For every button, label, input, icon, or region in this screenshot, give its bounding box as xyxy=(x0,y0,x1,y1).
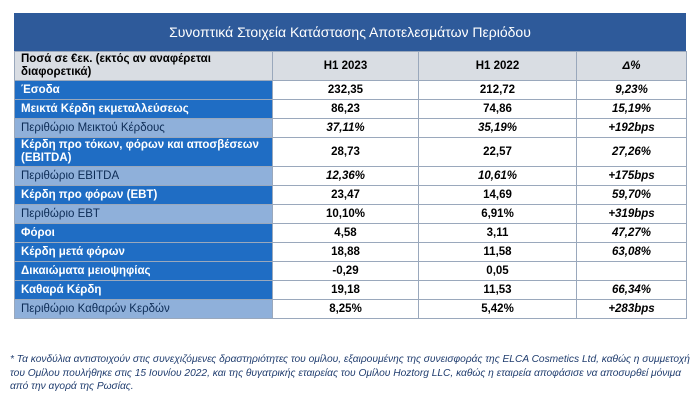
row-label: Δικαιώματα μειοψηφίας xyxy=(15,262,273,281)
row-delta: 47,27% xyxy=(577,224,687,243)
row-value-2023: 28,73 xyxy=(273,138,419,167)
row-value-2023: 19,18 xyxy=(273,281,419,300)
row-delta: +192bps xyxy=(577,119,687,138)
table-row xyxy=(15,119,687,138)
row-delta: 15,19% xyxy=(577,100,687,119)
table-row xyxy=(15,81,687,100)
row-value-2022: 10,61% xyxy=(419,167,577,186)
row-delta: +319bps xyxy=(577,205,687,224)
row-value-2022: 5,42% xyxy=(419,300,577,319)
row-value-2023: 8,25% xyxy=(273,300,419,319)
row-label: Περιθώριο EBITDA xyxy=(15,167,273,186)
table-row xyxy=(15,186,687,205)
row-value-2022: 11,53 xyxy=(419,281,577,300)
row-value-2023: 37,11% xyxy=(273,119,419,138)
row-value-2022: 11,58 xyxy=(419,243,577,262)
row-value-2023: 4,58 xyxy=(273,224,419,243)
row-value-2023: 86,23 xyxy=(273,100,419,119)
footnote: * Τα κονδύλια αντιστοιχούν στις συνεχιζόμενες δραστηριότητες του ομίλου, εξαιρουμένης της συνεισφοράς της ELCA Cosmetics Ltd, καθώς η συμμετοχή του Ομίλου πουλήθηκε στις 15 Ιουνίου 2022, και της θυγατρικής εταιρείας του Ομίλου Hoztorg LLC, καθώς η εταιρεία αποφάσισε να αποσυρθεί μόνιμα από την αγορά της Ρωσίας. xyxy=(10,354,690,392)
row-value-2022: 3,11 xyxy=(419,224,577,243)
row-value-2022: 6,91% xyxy=(419,205,577,224)
row-label: Έσοδα xyxy=(15,81,273,100)
table-row xyxy=(15,300,687,319)
row-label: Καθαρά Κέρδη xyxy=(15,281,273,300)
row-delta: 59,70% xyxy=(577,186,687,205)
table-row xyxy=(15,224,687,243)
row-delta: 27,26% xyxy=(577,138,687,167)
row-value-2023: -0,29 xyxy=(273,262,419,281)
row-value-2022: 212,72 xyxy=(419,81,577,100)
row-value-2023: 10,10% xyxy=(273,205,419,224)
row-value-2023: 23,47 xyxy=(273,186,419,205)
row-label: Περιθώριο Μεικτού Κέρδους xyxy=(15,119,273,138)
table-row xyxy=(15,262,687,281)
row-delta: 63,08% xyxy=(577,243,687,262)
row-label: Κέρδη προ φόρων (EBT) xyxy=(15,186,273,205)
row-label: Περιθώριο Καθαρών Κερδών xyxy=(15,300,273,319)
row-value-2022: 35,19% xyxy=(419,119,577,138)
header-h1-2023: H1 2023 xyxy=(273,52,419,81)
table-row xyxy=(15,138,687,167)
row-label: Μεικτά Κέρδη εκμεταλλεύσεως xyxy=(15,100,273,119)
row-delta xyxy=(577,262,687,281)
row-value-2022: 22,57 xyxy=(419,138,577,167)
row-value-2022: 14,69 xyxy=(419,186,577,205)
row-label: Κέρδη μετά φόρων xyxy=(15,243,273,262)
results-table xyxy=(14,51,687,319)
row-delta: 9,23% xyxy=(577,81,687,100)
table-row xyxy=(15,243,687,262)
row-delta: +175bps xyxy=(577,167,687,186)
table-row xyxy=(15,281,687,300)
row-label: Φόροι xyxy=(15,224,273,243)
row-value-2023: 12,36% xyxy=(273,167,419,186)
header-h1-2022: H1 2022 xyxy=(419,52,577,81)
row-value-2023: 232,35 xyxy=(273,81,419,100)
header-delta: Δ% xyxy=(577,52,687,81)
row-label: Περιθώριο EBT xyxy=(15,205,273,224)
row-value-2022: 0,05 xyxy=(419,262,577,281)
header-row xyxy=(15,52,687,81)
table-row xyxy=(15,100,687,119)
row-label: Κέρδη προ τόκων, φόρων και αποσβέσεων (EBITDA) xyxy=(15,138,273,167)
row-delta: 66,34% xyxy=(577,281,687,300)
results-summary-table xyxy=(14,13,686,319)
table-row xyxy=(15,167,687,186)
table-title: Συνοπτικά Στοιχεία Κατάστασης Αποτελεσμάτων Περιόδου xyxy=(14,13,686,51)
row-value-2022: 74,86 xyxy=(419,100,577,119)
header-label: Ποσά σε €εκ. (εκτός αν αναφέρεται διαφορετικά) xyxy=(15,52,273,81)
row-value-2023: 18,88 xyxy=(273,243,419,262)
row-delta: +283bps xyxy=(577,300,687,319)
table-row xyxy=(15,205,687,224)
